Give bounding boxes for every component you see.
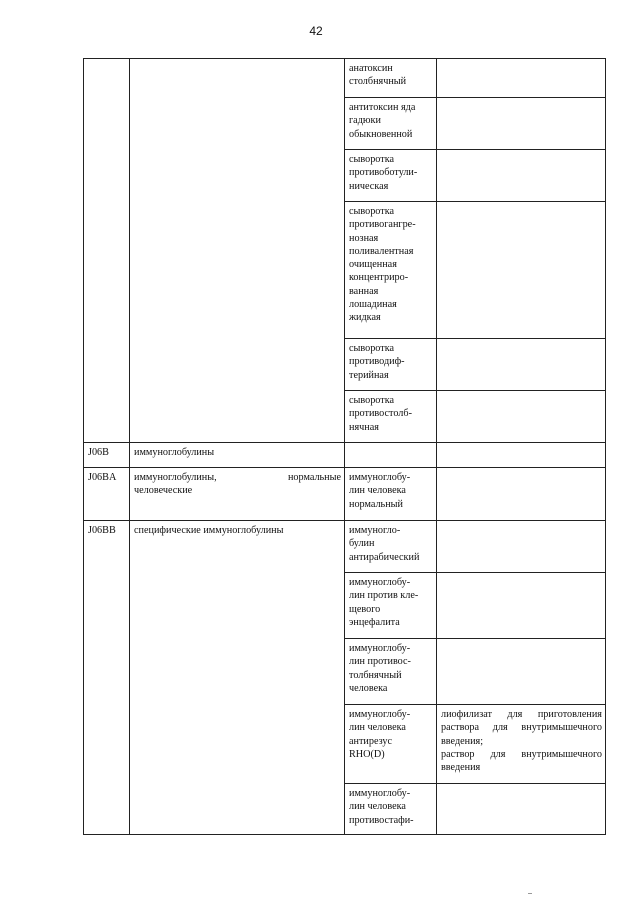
group-name-cell [130,468,345,521]
table-row [84,59,606,98]
drug-name-cell: иммуноглобу- лин против кле- щевого энцефалита [345,573,437,639]
group-name-part: иммуноглобулины, [134,472,217,483]
atc-code-cell: J06BA [84,468,130,521]
dosage-form-cell [437,150,606,202]
drug-name-cell: иммуноглобу- лин противос- толбнячный человека [345,639,437,705]
drug-name-cell: иммуноглобу- лин человека антирезус RHO(D) [345,705,437,784]
drug-name-cell: сыворотка противостолб- нячная [345,391,437,443]
dosage-form-cell [437,391,606,443]
group-name-cell: специфические иммуноглобулины [130,521,345,835]
scan-artifact [528,893,532,894]
drug-name-cell: сыворотка противоботули- ническая [345,150,437,202]
dosage-form-cell [437,639,606,705]
table-row [84,521,606,573]
atc-code-cell: J06B [84,443,130,468]
dosage-form-cell [437,202,606,339]
drug-name-cell: антитоксин яда гадюки обыкновенной [345,98,437,150]
drug-name-cell: иммуногло- булин антирабический [345,521,437,573]
dosage-form-cell [437,443,606,468]
dosage-form-cell: лиофилизат для приготовления раствора для внутримышечного введения; раствор для внутримышечного введения [437,705,606,784]
atc-code-cell: J06BB [84,521,130,835]
drug-name-cell: иммуноглобу- лин человека противостафи- [345,784,437,835]
dosage-form-cell [437,98,606,150]
dosage-form-cell [437,468,606,521]
drug-name-cell [345,443,437,468]
drug-table [83,58,606,835]
table-row [84,468,606,521]
drug-name-cell: сыворотка противогангре- нозная поливалентная очищенная концентриро- ванная лошадиная жидкая [345,202,437,339]
page-number: 42 [309,24,323,38]
group-name-cell [130,59,345,443]
dosage-form-cell [437,521,606,573]
group-name-part: человеческие [134,485,193,497]
drug-name-cell: сыворотка противодиф- терийная [345,339,437,391]
group-name-cell: иммуноглобулины [130,443,345,468]
atc-code-cell [84,59,130,443]
dosage-form-cell [437,339,606,391]
dosage-form-cell [437,784,606,835]
drug-name-cell: анатоксин столбнячный [345,59,437,98]
dosage-form-cell [437,573,606,639]
dosage-form-cell [437,59,606,98]
table-row [84,443,606,468]
drug-name-cell: иммуноглобу- лин человека нормальный [345,468,437,521]
group-name-part: нормальные [287,472,341,483]
